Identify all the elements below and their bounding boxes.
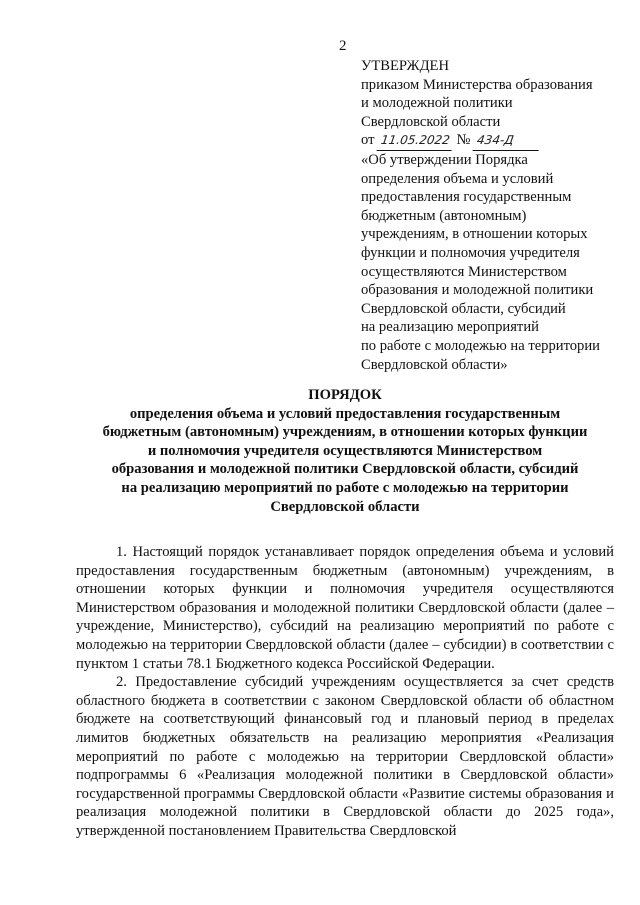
handwritten-date: 11.05.2022 <box>377 131 454 151</box>
handwritten-number: 434-Д <box>473 131 542 151</box>
title-line: на реализацию мероприятий по работе с молодежью на территории <box>121 479 569 496</box>
title-main: ПОРЯДОК <box>308 387 382 403</box>
title-line: образования и молодежной политики Свердловской области, субсидий <box>111 461 579 478</box>
number-sign: № <box>456 132 471 149</box>
approval-subject-line: осуществляются Министерством <box>361 263 567 280</box>
approval-subject-line: определения объема и условий <box>361 170 554 187</box>
approval-block <box>359 57 629 374</box>
approval-line: приказом Министерства образования <box>361 76 593 93</box>
approval-subject-line: предоставления государственным <box>361 189 572 206</box>
approval-subject-line: образования и молодежной политики <box>361 282 594 299</box>
title-line: бюджетным (автономным) учреждениям, в отношении которых функции <box>102 424 588 441</box>
date-prefix: от <box>361 132 375 149</box>
approval-subject-line: учреждениям, в отношении которых <box>361 226 588 243</box>
paragraph-2: 2. Предоставление субсидий учреждениям осуществляется за счет средств областного бюджета в соответствии с законом Свердловской области об областном бюджете на соответствующий финансовый год и плановый период в пределах лимитов бюджетных обязательств на реализацию мероприятия «Реализация мероприятий по работе с молодежью на территории Свердловской области» подпрограммы 6 «Реализация молодежной политики в Свердловской области» государственной программы Свердловской области «Развитие системы образования и реализация молодежной политики в Свердловской области до 2025 года», утвержденной постановлением Правительства Свердловской <box>76 674 614 839</box>
title-line: Свердловской области <box>270 498 420 515</box>
approval-subject-line: на реализацию мероприятий <box>361 319 539 336</box>
document-title <box>60 386 630 516</box>
approval-line: Свердловской области <box>361 113 501 130</box>
title-line: определения объема и условий предоставления государственным <box>129 405 561 422</box>
document-body <box>76 543 614 841</box>
approval-subject-line: по работе с молодежью на территории <box>361 337 600 354</box>
page-number: 2 <box>339 38 347 54</box>
approval-subject-line: «Об утверждении Порядка <box>361 151 528 168</box>
approval-subject-line: Свердловской области» <box>361 356 508 373</box>
paragraph-1: 1. Настоящий порядок устанавливает порядок определения объема и условий предоставления государственным бюджетным (автономным) учреждениям, в отношении которых функции и полномочия учредителя осуществляются Министерством образования и молодежной политики Свердловской области (далее – учреждение, Министерство), субсидий на реализацию мероприятий по работе с молодежью на территории Свердловской области (далее – субсидии) в соответствии с пунктом 1 статьи 78.1 Бюджетного кодекса Российской Федерации. <box>76 544 614 672</box>
approval-subject-line: бюджетным (автономным) <box>361 207 527 224</box>
title-line: и полномочия учредителя осуществляются Министерством <box>147 442 543 459</box>
approval-date-line <box>361 131 629 151</box>
approval-subject-line: Свердловской области, субсидий <box>361 300 566 317</box>
approval-heading: УТВЕРЖДЕН <box>361 58 449 74</box>
approval-subject-line: функции и полномочия учредителя <box>361 244 580 261</box>
approval-line: и молодежной политики <box>361 95 513 112</box>
